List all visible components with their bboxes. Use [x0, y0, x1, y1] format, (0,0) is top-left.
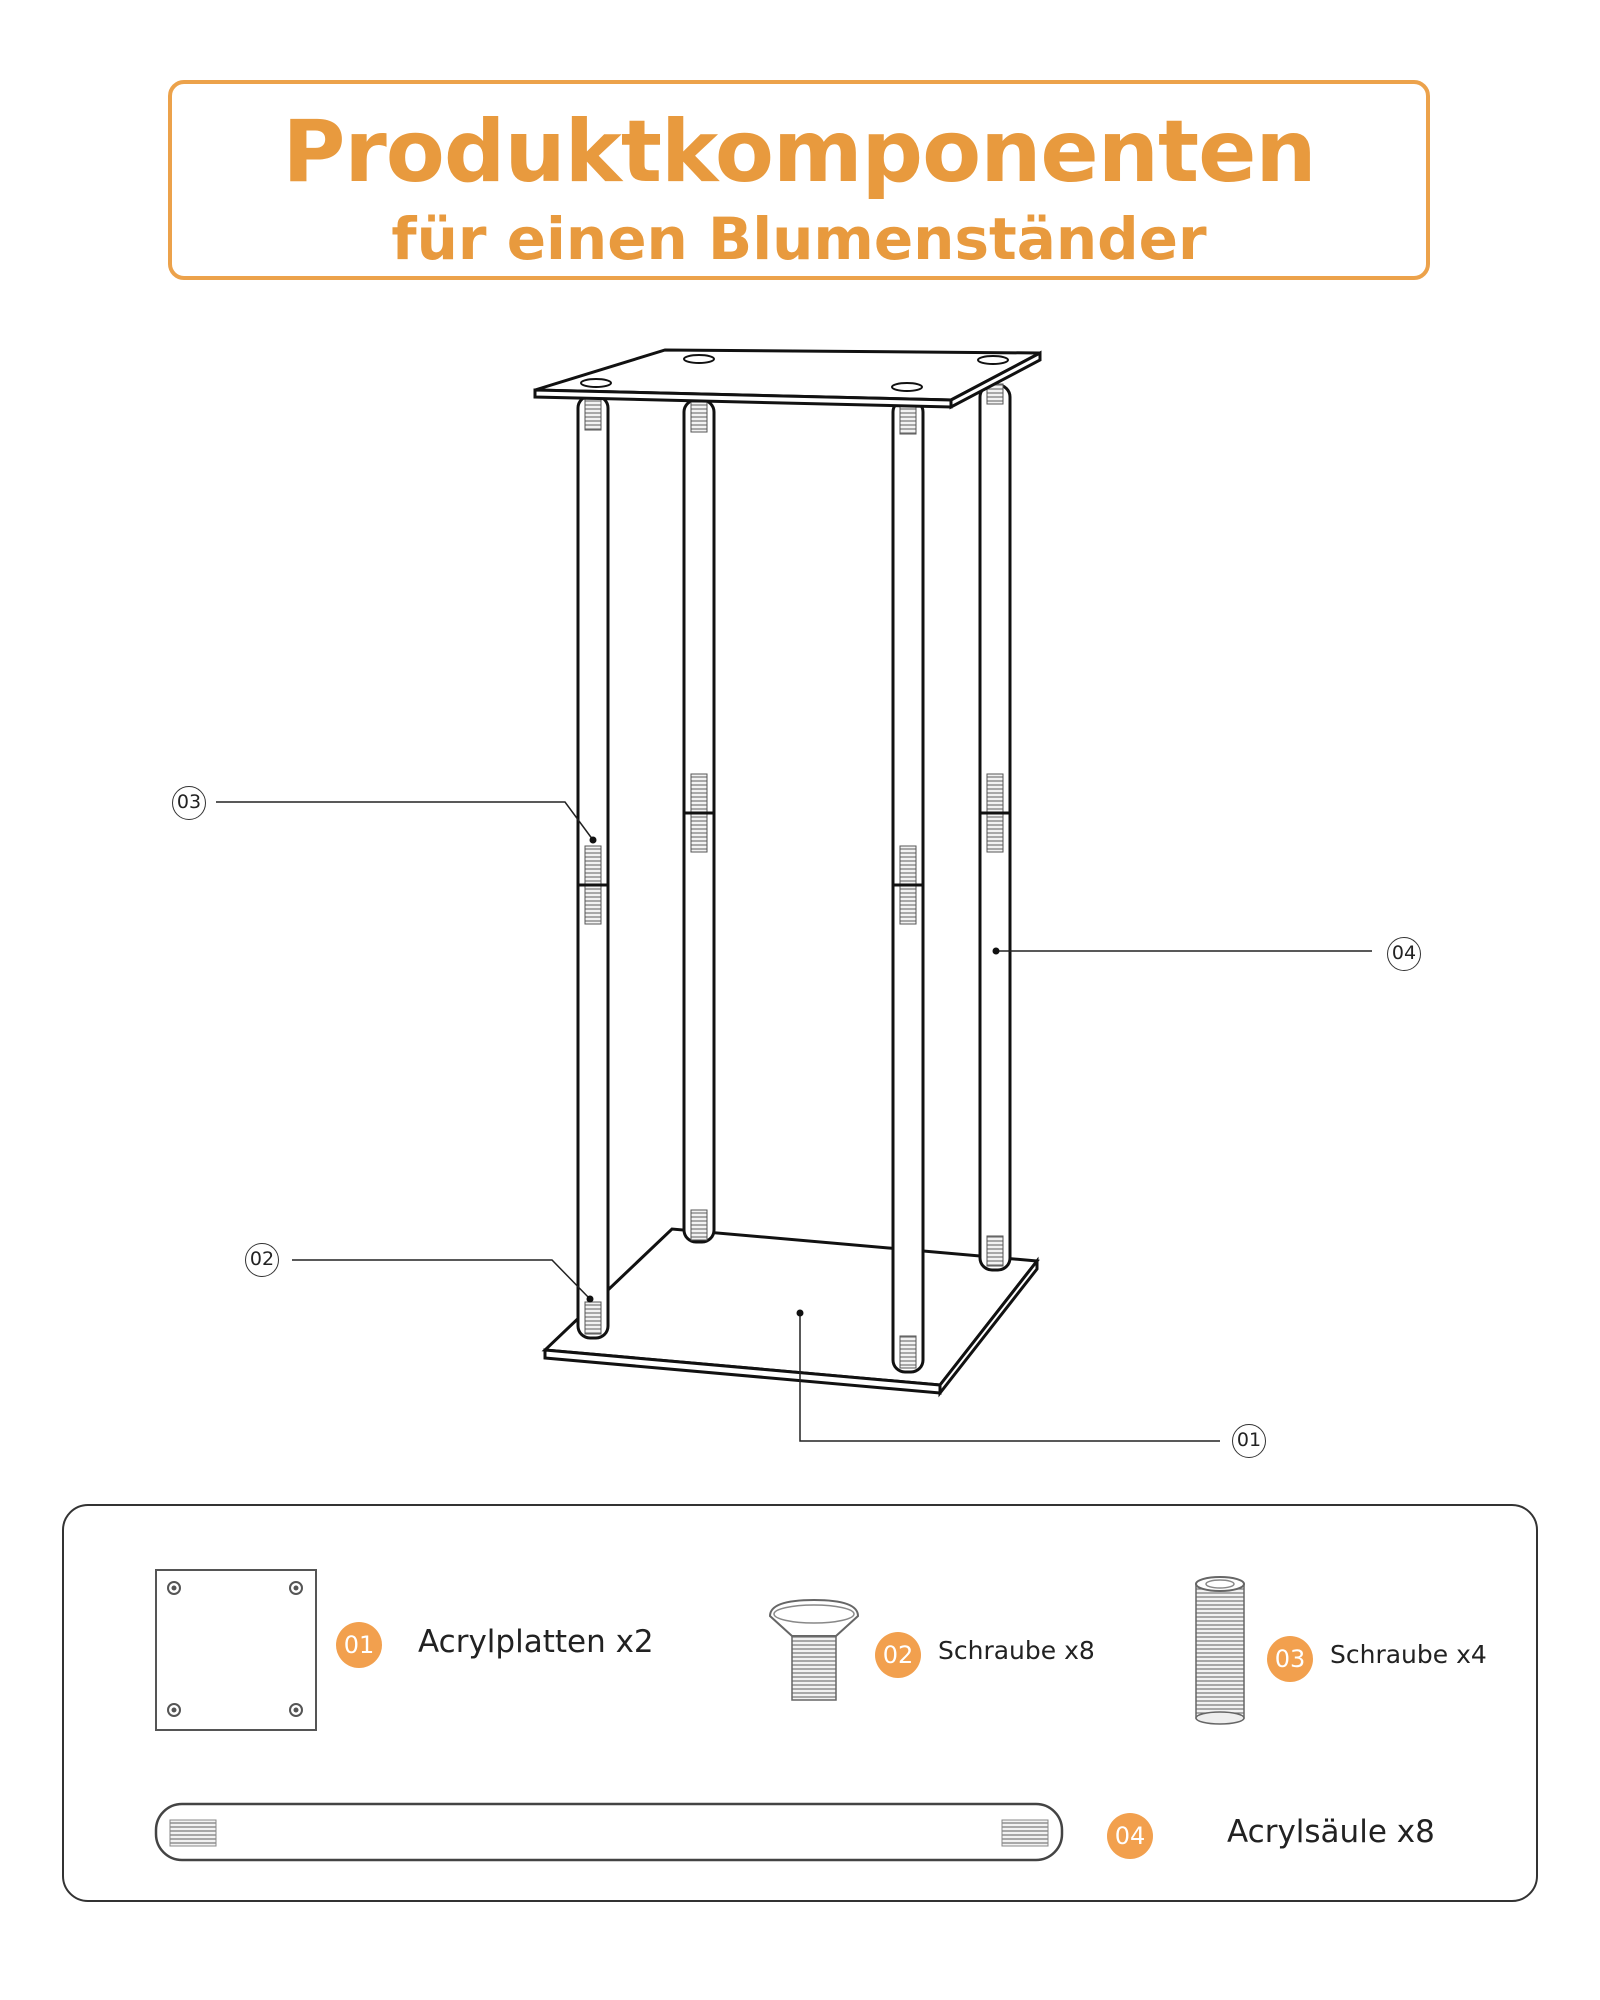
- callout-04: 04: [1387, 937, 1421, 971]
- part-label-04: Acrylsäule x8: [1227, 1814, 1435, 1850]
- bottom-plate: [545, 1229, 1037, 1393]
- front-column-left: [578, 396, 608, 1338]
- part-badge-01: 01: [336, 1622, 382, 1668]
- parts-list-panel: [62, 1504, 1538, 1902]
- part-badge-02: 02: [875, 1632, 921, 1678]
- part-label-03: Schraube x4: [1330, 1640, 1487, 1669]
- back-column-left: [684, 400, 714, 1242]
- screw-icon: [764, 1596, 864, 1706]
- page-subtitle: für einen Blumenständer: [391, 205, 1207, 273]
- part-label-01: Acrylplatten x2: [418, 1624, 654, 1660]
- threaded-rod-icon: [1190, 1576, 1250, 1726]
- part-badge-03: 03: [1267, 1636, 1313, 1682]
- page-title: Produktkomponenten: [282, 102, 1316, 202]
- callout-03: 03: [172, 786, 206, 820]
- top-plate: [535, 350, 1040, 407]
- acrylic-column-icon: [154, 1802, 1074, 1864]
- callout-02: 02: [245, 1243, 279, 1277]
- acrylic-plate-icon: [154, 1568, 318, 1732]
- callout-01: 01: [1232, 1424, 1266, 1458]
- back-column-right: [980, 384, 1010, 1270]
- part-badge-04: 04: [1107, 1813, 1153, 1859]
- part-label-02: Schraube x8: [938, 1636, 1095, 1665]
- front-column-right: [893, 400, 923, 1372]
